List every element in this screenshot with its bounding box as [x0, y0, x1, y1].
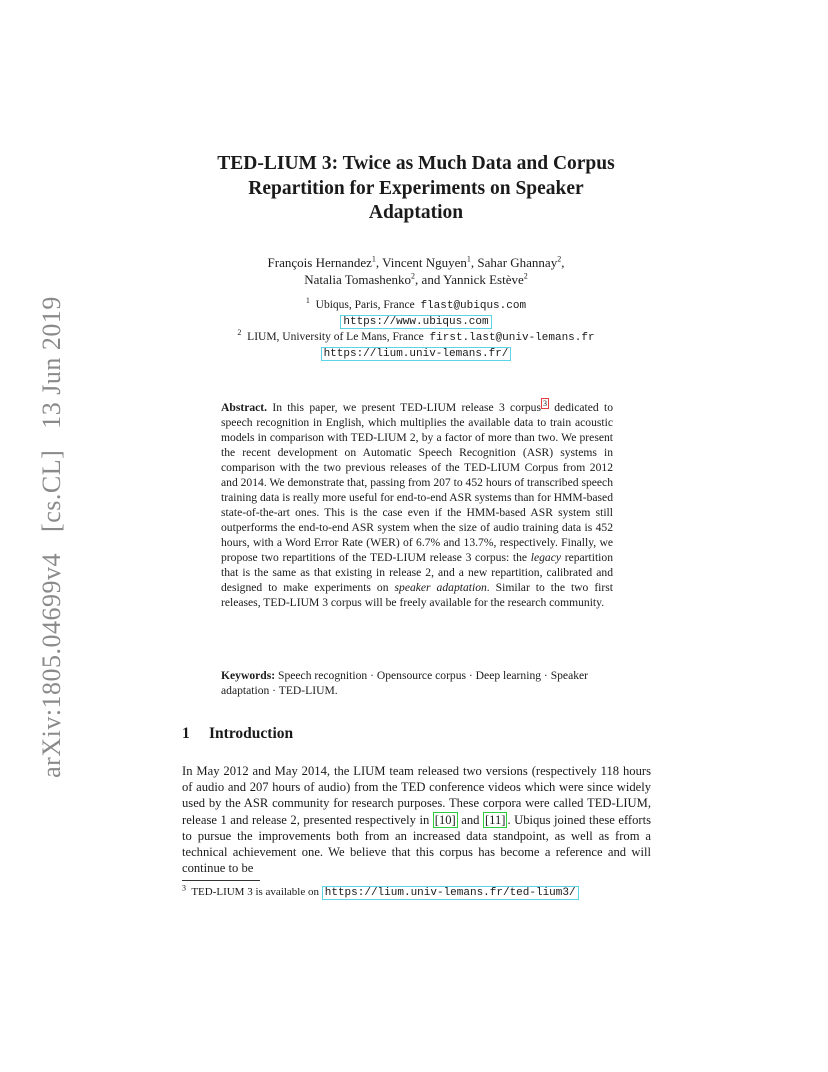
affil-email: flast@ubiqus.com	[420, 300, 527, 312]
abstract-emphasis: legacy	[530, 551, 562, 564]
affil-url-link[interactable]: https://lium.univ-lemans.fr/	[321, 347, 512, 361]
abstract-text: . Similar to the two first releases, TED-LIUM 3 corpus will be freely available for the research community.	[221, 581, 613, 609]
affil-number: 1	[305, 296, 310, 306]
author-affil-mark: 1	[466, 254, 471, 264]
abstract-text: dedicated to speech recognition in English, which multiplies the available data to train acoustic models in comparison with TED-LIUM 2, by a factor of more than two. We present the recent development on Automatic Speech Recognition (ASR) systems in comparison with the two previous releases of the TED-LIUM Corpus from 2012 and 2014. We demonstrate that, passing from 207 to 452 hours of transcribed speech training data is really more useful for end-to-end ASR systems than for HMM-based state-of-the-art ones. This is the case even if the HMM-based ASR system still outperforms the end-to-end ASR system when the size of audio training data is 452 hours, with a Word Error Rate (WER) of 6.7% and 13.7%, respectively. Finally, we propose two repartitions of the TED-LIUM release 3 corpus: the	[221, 401, 613, 564]
footnote-link[interactable]: 3	[542, 399, 547, 409]
author-name: Yannick Estève	[443, 272, 524, 287]
author-name: Natalia Tomashenko	[304, 272, 412, 287]
section-number: 1	[182, 725, 190, 742]
title-line-3: Adaptation	[368, 202, 464, 223]
author-affil-mark: 2	[523, 271, 528, 281]
abstract-label: Abstract.	[221, 401, 268, 414]
title-line-1: TED-LIUM 3: Twice as Much Data and Corpus	[217, 153, 615, 174]
author-list: François Hernandez$^1$, Vincent Nguyen$^1$, Sahar Ghannay$^2$, Natalia Tomashenko$^2$, and Yannick Estève$^2$	[267, 254, 565, 287]
author-name: Sahar Ghannay	[477, 255, 558, 270]
abstract	[221, 400, 613, 610]
affil-email: first.last@univ-lemans.fr	[429, 332, 595, 344]
author-name: Vincent Nguyen	[382, 255, 467, 270]
footnote-mark: 3	[182, 883, 186, 893]
citation-link[interactable]: [10]	[434, 812, 456, 827]
arxiv-id: arXiv:1805.04699v4	[37, 552, 66, 778]
footnote-text: TED-LIUM 3 is available on	[191, 886, 319, 898]
footnote-rule	[182, 880, 260, 881]
arxiv-date: 13 Jun 2019	[37, 296, 66, 429]
abstract-text: In this paper, we present TED-LIUM release 3 corpus	[272, 401, 541, 414]
affil-url-link[interactable]: https://www.ubiqus.com	[340, 315, 491, 329]
footnote-url-link[interactable]: https://lium.univ-lemans.fr/ted-lium3/	[322, 886, 579, 900]
section-heading	[182, 725, 293, 743]
author-affil-mark: 2	[411, 271, 416, 281]
keywords-text: Speech recognition · Opensource corpus · Deep learning · Speaker adaptation · TED-LIUM.	[221, 669, 589, 697]
author-affil-mark: 1	[371, 254, 376, 264]
author-name: François Hernandez	[267, 255, 372, 270]
affil-number: 2	[237, 328, 242, 338]
intro-text: and	[457, 812, 483, 827]
title-line-2: Repartition for Experiments on Speaker	[248, 177, 584, 199]
abstract-text: repartition that is the same as that existing in release 2, and a new repartition, calibrated and designed to make experiments on	[221, 551, 613, 594]
citation-link[interactable]: [11]	[484, 812, 506, 827]
keywords-label: Keywords:	[221, 669, 276, 682]
intro-paragraph	[182, 763, 651, 876]
affil-name: Ubiqus, Paris, France	[315, 299, 415, 311]
intro-text: In May 2012 and May 2014, the LIUM team released two versions (respectively 118 hours of audio and 207 hours of audio) from the TED conference videos which were since widely used by the ASR community for research purposes. These corpora were called TED-LIUM, release 1 and release 2, presented respectively in	[182, 764, 651, 827]
affiliations	[180, 298, 652, 362]
footnote	[182, 885, 579, 900]
arxiv-stamp	[37, 282, 67, 778]
keywords	[221, 668, 613, 698]
paper-title	[180, 152, 652, 226]
intro-text: . Ubiqus joined these efforts to pursue the improvements both from an increased data standpoint, as well as from a technical achievement one. We believe that this corpus has become a reference and will continue to be	[182, 812, 651, 876]
affil-name: LIUM, University of Le Mans, France	[247, 331, 424, 343]
section-title: Introduction	[209, 725, 294, 742]
arxiv-category: [cs.CL]	[37, 449, 66, 532]
author-conjunction: and	[421, 272, 441, 287]
abstract-emphasis: speaker adaptation	[394, 581, 487, 594]
author-affil-mark: 2	[557, 254, 562, 264]
